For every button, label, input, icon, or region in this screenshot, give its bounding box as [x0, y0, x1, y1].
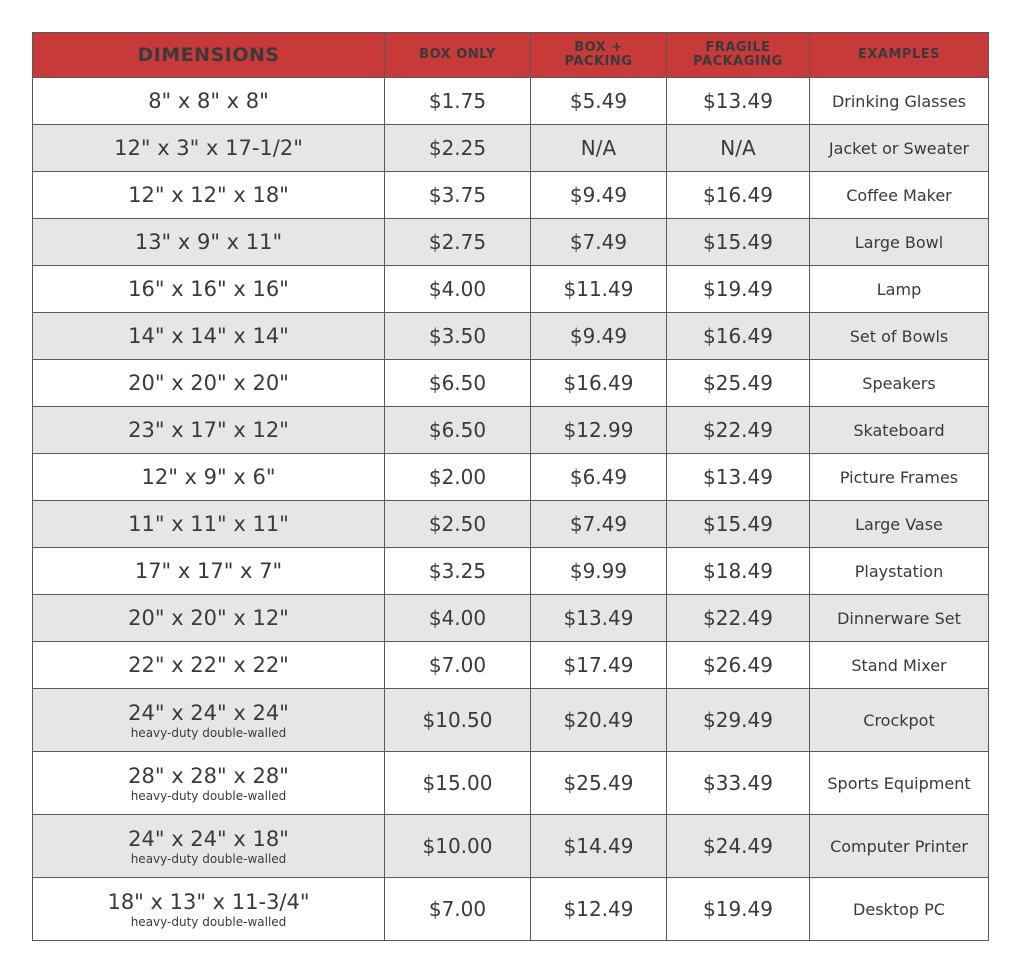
fragile-packaging-price: $19.49: [667, 266, 810, 313]
box-packing-price: $5.49: [531, 78, 667, 125]
box-only-price: $4.00: [385, 266, 531, 313]
dimensions-value: 22" x 22" x 22": [128, 653, 289, 677]
box-packing-price: $9.49: [531, 172, 667, 219]
box-packing-price: $7.49: [531, 501, 667, 548]
dimensions-value: 11" x 11" x 11": [128, 512, 289, 536]
dimensions-cell: [33, 689, 385, 752]
box-note: heavy-duty double-walled: [130, 725, 287, 740]
box-packing-price: $9.49: [531, 313, 667, 360]
table-row: [33, 407, 989, 454]
pricing-table: [32, 32, 989, 941]
box-packing-price: $25.49: [531, 752, 667, 815]
box-only-price: $15.00: [385, 752, 531, 815]
box-only-price: $2.00: [385, 454, 531, 501]
example-cell: Stand Mixer: [810, 642, 989, 689]
table-row: [33, 548, 989, 595]
box-note: heavy-duty double-walled: [130, 788, 287, 803]
box-packing-price: $13.49: [531, 595, 667, 642]
table-row: [33, 752, 989, 815]
box-packing-price: $7.49: [531, 219, 667, 266]
box-only-price: $10.50: [385, 689, 531, 752]
fragile-packaging-price: $15.49: [667, 219, 810, 266]
example-cell: Crockpot: [810, 689, 989, 752]
example-cell: Speakers: [810, 360, 989, 407]
box-packing-price: $12.99: [531, 407, 667, 454]
table-row: [33, 689, 989, 752]
fragile-packaging-price: $18.49: [667, 548, 810, 595]
fragile-packaging-price: $25.49: [667, 360, 810, 407]
fragile-packaging-price: $24.49: [667, 815, 810, 878]
box-note: heavy-duty double-walled: [130, 914, 287, 929]
dimensions-value: 20" x 20" x 12": [128, 606, 289, 630]
dimensions-value: 18" x 13" x 11-3/4": [107, 889, 310, 914]
box-only-price: $6.50: [385, 360, 531, 407]
fragile-packaging-price: $33.49: [667, 752, 810, 815]
fragile-packaging-price: $26.49: [667, 642, 810, 689]
header-row: [33, 33, 989, 78]
example-cell: Dinnerware Set: [810, 595, 989, 642]
box-packing-price: $11.49: [531, 266, 667, 313]
example-cell: Drinking Glasses: [810, 78, 989, 125]
fragile-packaging-price: $16.49: [667, 313, 810, 360]
fragile-packaging-price: $22.49: [667, 407, 810, 454]
fragile-packaging-price: $15.49: [667, 501, 810, 548]
table-row: [33, 454, 989, 501]
example-cell: Large Bowl: [810, 219, 989, 266]
box-packing-price: $12.49: [531, 878, 667, 941]
dimensions-cell: [33, 752, 385, 815]
dimensions-value: 17" x 17" x 7": [134, 559, 283, 583]
example-cell: Large Vase: [810, 501, 989, 548]
fragile-packaging-price: $29.49: [667, 689, 810, 752]
box-only-price: $1.75: [385, 78, 531, 125]
box-only-price: $3.50: [385, 313, 531, 360]
dimensions-value: 16" x 16" x 16": [128, 277, 289, 301]
fragile-packaging-price: $13.49: [667, 78, 810, 125]
fragile-packaging-price: N/A: [667, 125, 810, 172]
example-cell: Computer Printer: [810, 815, 989, 878]
example-cell: Sports Equipment: [810, 752, 989, 815]
box-only-price: $4.00: [385, 595, 531, 642]
dimensions-value: 8" x 8" x 8": [148, 89, 269, 113]
dimensions-cell: [33, 878, 385, 941]
dimensions-value: 28" x 28" x 28": [128, 763, 289, 788]
table-row: [33, 360, 989, 407]
header-fragile-packaging: FRAGILE PACKAGING: [667, 33, 810, 78]
table-row: [33, 815, 989, 878]
dimensions-cell: [33, 360, 385, 407]
header-box-packing: BOX + PACKING: [531, 33, 667, 78]
dimensions-value: 13" x 9" x 11": [134, 230, 283, 254]
box-only-price: $3.75: [385, 172, 531, 219]
box-packing-price: $16.49: [531, 360, 667, 407]
box-only-price: $3.25: [385, 548, 531, 595]
example-cell: Picture Frames: [810, 454, 989, 501]
example-cell: Playstation: [810, 548, 989, 595]
table-row: [33, 78, 989, 125]
dimensions-cell: [33, 125, 385, 172]
box-only-price: $2.75: [385, 219, 531, 266]
table-row: [33, 642, 989, 689]
box-only-price: $2.25: [385, 125, 531, 172]
header-examples: EXAMPLES: [810, 33, 989, 78]
example-cell: Desktop PC: [810, 878, 989, 941]
dimensions-cell: [33, 219, 385, 266]
example-cell: Jacket or Sweater: [810, 125, 989, 172]
table-row: [33, 172, 989, 219]
dimensions-cell: [33, 642, 385, 689]
example-cell: Coffee Maker: [810, 172, 989, 219]
box-only-price: $7.00: [385, 878, 531, 941]
dimensions-cell: [33, 815, 385, 878]
dimensions-value: 14" x 14" x 14": [128, 324, 289, 348]
box-packing-price: N/A: [531, 125, 667, 172]
box-packing-price: $14.49: [531, 815, 667, 878]
example-cell: Lamp: [810, 266, 989, 313]
dimensions-cell: [33, 266, 385, 313]
dimensions-cell: [33, 595, 385, 642]
dimensions-cell: [33, 78, 385, 125]
table-row: [33, 313, 989, 360]
dimensions-value: 24" x 24" x 18": [128, 826, 289, 851]
table-row: [33, 878, 989, 941]
table-row: [33, 595, 989, 642]
box-packing-price: $20.49: [531, 689, 667, 752]
fragile-packaging-price: $13.49: [667, 454, 810, 501]
dimensions-value: 12" x 9" x 6": [141, 465, 276, 489]
dimensions-cell: [33, 454, 385, 501]
fragile-packaging-price: $16.49: [667, 172, 810, 219]
fragile-packaging-price: $22.49: [667, 595, 810, 642]
box-only-price: $2.50: [385, 501, 531, 548]
dimensions-cell: [33, 313, 385, 360]
dimensions-cell: [33, 172, 385, 219]
example-cell: Set of Bowls: [810, 313, 989, 360]
box-note: heavy-duty double-walled: [130, 851, 287, 866]
box-only-price: $10.00: [385, 815, 531, 878]
fragile-packaging-price: $19.49: [667, 878, 810, 941]
dimensions-cell: [33, 501, 385, 548]
table-row: [33, 266, 989, 313]
box-packing-price: $6.49: [531, 454, 667, 501]
dimensions-cell: [33, 548, 385, 595]
table-row: [33, 501, 989, 548]
dimensions-cell: [33, 407, 385, 454]
table-row: [33, 219, 989, 266]
box-only-price: $6.50: [385, 407, 531, 454]
header-dimensions: DIMENSIONS: [33, 33, 385, 78]
header-box-only: BOX ONLY: [385, 33, 531, 78]
box-only-price: $7.00: [385, 642, 531, 689]
dimensions-value: 23" x 17" x 12": [128, 418, 289, 442]
dimensions-value: 12" x 3" x 17-1/2": [114, 136, 303, 160]
dimensions-value: 20" x 20" x 20": [128, 371, 289, 395]
dimensions-value: 24" x 24" x 24": [128, 700, 289, 725]
dimensions-value: 12" x 12" x 18": [128, 183, 289, 207]
table-row: [33, 125, 989, 172]
example-cell: Skateboard: [810, 407, 989, 454]
box-packing-price: $9.99: [531, 548, 667, 595]
box-packing-price: $17.49: [531, 642, 667, 689]
